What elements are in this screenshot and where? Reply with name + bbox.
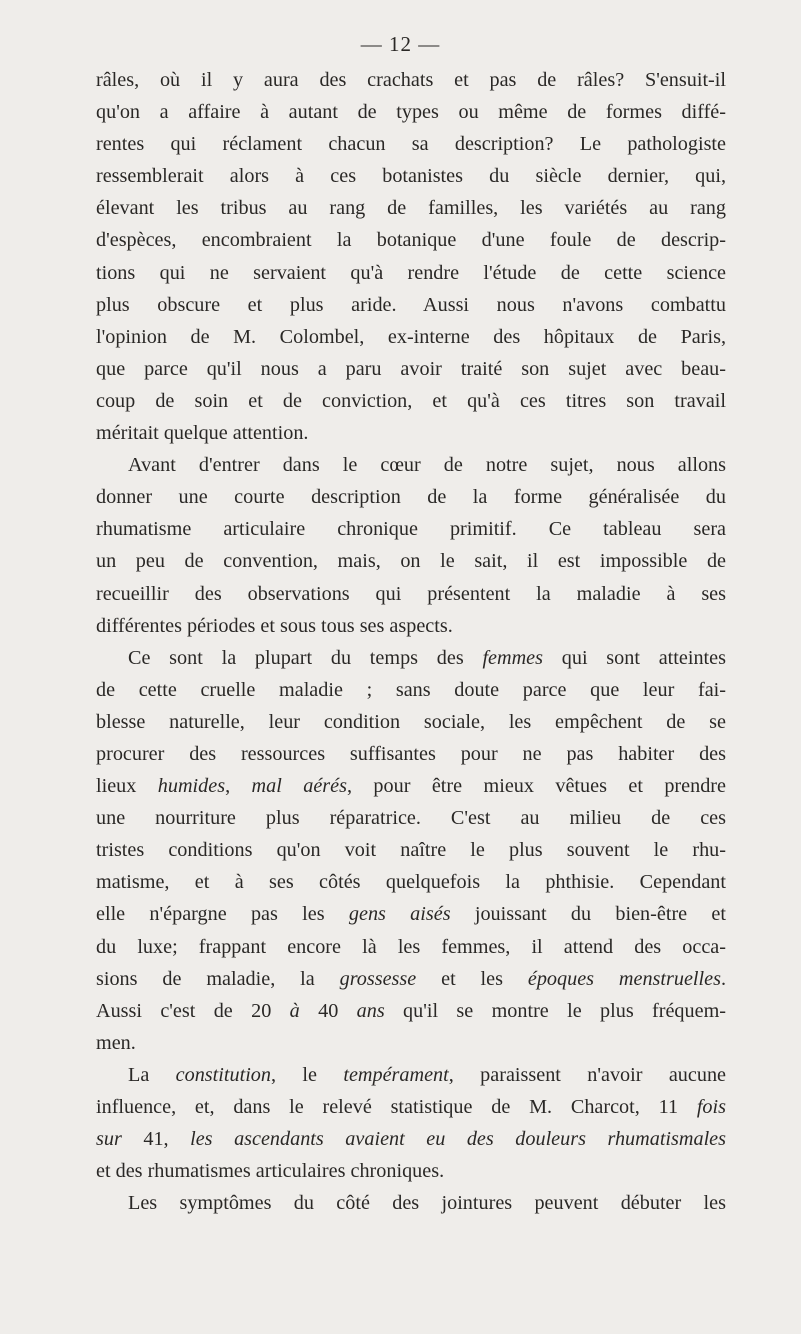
text-segment: influence, et, dans le relevé statistique de M. Charcot, 11	[96, 1096, 697, 1118]
text-segment: que parce qu'il nous a paru avoir traité son sujet avec beau-	[96, 357, 726, 380]
text-line	[96, 738, 726, 770]
text-line	[96, 417, 726, 449]
text-segment: recueillir des observations qui présentent la maladie à ses	[96, 582, 726, 605]
text-segment: l'opinion de M. Colombel, ex-interne des hôpitaux de Paris,	[96, 325, 726, 348]
text-segment: , paraissent n'avoir aucune	[448, 1063, 726, 1086]
text-segment: un peu de convention, mais, on le sait, il est impossible de	[96, 550, 726, 573]
text-line	[96, 642, 726, 674]
text-segment: men.	[96, 1031, 136, 1054]
text-line	[96, 995, 726, 1027]
text-line	[96, 1091, 726, 1123]
text-line	[96, 545, 726, 577]
italic-text: femmes	[482, 646, 543, 669]
text-segment: différentes périodes et sous tous ses aspects.	[96, 614, 453, 637]
text-segment: du luxe; frappant encore là les femmes, il attend des occa-	[96, 935, 726, 958]
text-line	[96, 1187, 726, 1219]
text-line	[96, 481, 726, 513]
text-line	[96, 257, 726, 289]
italic-text: gens aisés	[348, 903, 451, 926]
italic-text: ans	[356, 999, 385, 1022]
text-line	[96, 224, 726, 256]
text-segment: Ce sont la plupart du temps des	[128, 646, 483, 669]
text-line	[96, 866, 726, 898]
text-segment: La	[128, 1063, 176, 1086]
text-line	[96, 449, 726, 481]
text-line	[96, 770, 726, 802]
text-segment: ressemblerait alors à ces botanistes du siècle dernier, qui,	[96, 165, 726, 188]
text-segment: jouissant du bien-être et	[450, 903, 726, 926]
text-segment: tristes conditions qu'on voit naître le plus souvent le rhu-	[96, 839, 726, 862]
text-segment: lieux	[96, 775, 158, 798]
text-line	[96, 834, 726, 866]
text-line	[96, 706, 726, 738]
text-line	[96, 898, 726, 930]
italic-text: grossesse	[339, 967, 417, 990]
italic-text: les ascendants avaient eu des douleurs rhumatismales	[190, 1128, 726, 1151]
text-segment: tions qui ne servaient qu'à rendre l'étude de cette science	[96, 261, 726, 284]
text-segment: méritait quelque attention.	[96, 422, 309, 445]
text-segment: ,	[225, 775, 252, 798]
text-line	[96, 610, 726, 642]
text-segment: 41,	[121, 1128, 191, 1151]
text-line	[96, 321, 726, 353]
text-segment: d'espèces, encombraient la botanique d'une foule de descrip-	[96, 229, 726, 252]
text-line	[96, 513, 726, 545]
text-segment: Les symptômes du côté des jointures peuvent débuter les	[128, 1192, 726, 1215]
italic-text: fois	[696, 1096, 726, 1118]
text-segment: qu'il se montre le plus fréquem-	[384, 999, 727, 1022]
text-line	[96, 385, 726, 417]
text-segment: qu'on a affaire à autant de types ou même de formes diffé-	[96, 101, 726, 124]
text-segment: une nourriture plus réparatrice. C'est au milieu de ces	[96, 807, 726, 830]
text-line	[96, 1123, 726, 1155]
italic-text: sur	[96, 1128, 122, 1151]
text-line	[96, 931, 726, 963]
text-segment: procurer des ressources suffisantes pour ne pas habiter des	[96, 742, 726, 765]
text-segment: qui sont atteintes	[543, 646, 726, 669]
text-line	[96, 96, 726, 128]
text-line	[96, 674, 726, 706]
text-segment: rentes qui réclament chacun sa description? Le pathologiste	[96, 133, 726, 156]
text-line	[96, 128, 726, 160]
italic-text: humides	[157, 775, 226, 798]
text-segment: , pour être mieux vêtues et prendre	[346, 775, 726, 798]
text-line	[96, 578, 726, 610]
text-segment: blesse naturelle, leur condition sociale, les empêchent de se	[96, 710, 726, 733]
text-segment: Avant d'entrer dans le cœur de notre sujet, nous allons	[128, 454, 726, 477]
text-segment: de cette cruelle maladie ; sans doute parce que leur fai-	[96, 678, 726, 701]
text-segment: coup de soin et de conviction, et qu'à ces titres son travail	[96, 389, 726, 412]
text-line	[96, 1027, 726, 1059]
italic-text: à	[289, 999, 300, 1022]
text-segment: râles, où il y aura des crachats et pas de râles? S'ensuit-il	[96, 69, 726, 91]
text-segment: sions de maladie, la	[96, 967, 340, 990]
text-segment: et les	[416, 967, 528, 990]
text-segment: élevant les tribus au rang de familles, les variétés au rang	[96, 197, 726, 220]
text-line	[96, 1059, 726, 1091]
text-segment: matisme, et à ses côtés quelquefois la phthisie. Cependant	[96, 871, 726, 894]
italic-text: époques menstruelles	[527, 967, 721, 990]
text-line	[96, 160, 726, 192]
text-line	[96, 963, 726, 995]
text-line	[96, 64, 726, 96]
italic-text: mal aérés	[251, 775, 347, 798]
text-line	[96, 802, 726, 834]
page-number: — 12 —	[360, 32, 441, 56]
text-segment: 40	[299, 999, 357, 1022]
text-segment: .	[720, 967, 726, 990]
text-segment: plus obscure et plus aride. Aussi nous n'avons combattu	[96, 293, 726, 316]
text-segment: , le	[271, 1063, 344, 1086]
body-text	[96, 64, 726, 1219]
text-line	[96, 353, 726, 385]
text-segment: elle n'épargne pas les	[96, 903, 349, 926]
text-segment: Aussi c'est de 20	[96, 999, 290, 1022]
italic-text: constitution	[175, 1063, 271, 1086]
text-segment: rhumatisme articulaire chronique primitif. Ce tableau sera	[96, 518, 726, 541]
italic-text: tempérament	[343, 1063, 449, 1086]
text-line	[96, 1155, 726, 1187]
text-segment: et des rhumatismes articulaires chroniques.	[96, 1160, 445, 1183]
text-segment: donner une courte description de la forme généralisée du	[96, 486, 726, 509]
text-line	[96, 192, 726, 224]
text-line	[96, 289, 726, 321]
